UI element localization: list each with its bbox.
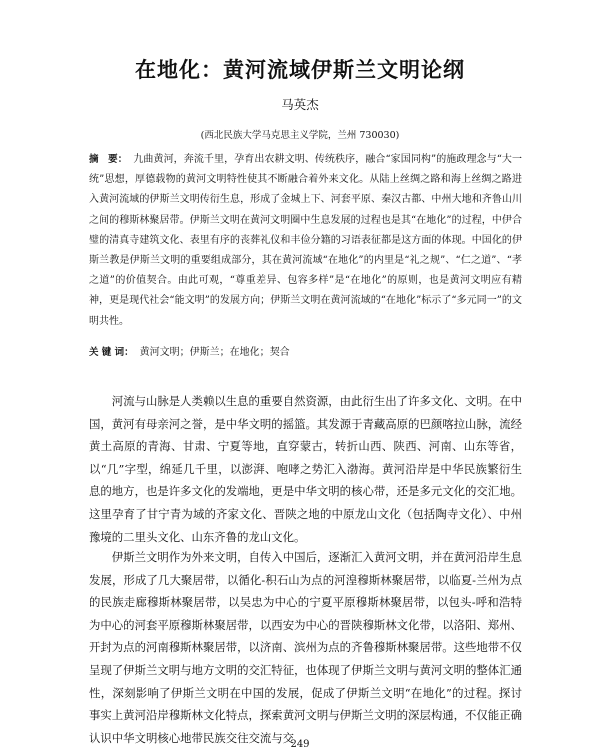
abstract [89, 150, 522, 332]
keywords [89, 345, 522, 361]
body-paragraph: 河流与山脉是人类赖以生息的重要自然资源，由此衍生出了许多文化、文明。在中国，黄河有母亲河之誉，是中华文明的摇篮。其发源于青藏高原的巴颜喀拉山脉，流经黄土高原的青海、甘肃、宁夏等地，直穿蒙古，转折山西、陕西、河南、山东等省，以“几”字型，绵延几千里，以澎湃、咆哮之势汇入渤海。黄河沿岸是中华民族繁衍生息的地方，也是许多文化的发端地，更是中华文明的核心带，还是多元文化的交汇地。这里孕育了甘宁青为域的齐家文化、晋陕之地的中原龙山文化（包括陶寺文化）、中州豫境的二里头文化、山东齐鲁的龙山文化。 [89, 394, 522, 544]
keywords-label: 关 键 词： [89, 347, 134, 358]
author-affiliation: (西北民族大学马克思主义学院，兰州 730030) [200, 130, 400, 141]
body-paragraph: 伊斯兰文明作为外来文明，自传入中国后，逐渐汇入黄河文明，并在黄河沿岸生息发展，形成了几大聚居带，以循化-积石山为点的河湟穆斯林聚居带，以临夏-兰州为点的民族走廊穆斯林聚居带，以吴忠为中心的宁夏平原穆斯林聚居带，以包头-呼和浩特为中心的河套平原穆斯林聚居带，以西安为中心的晋陕穆斯林文化带，以洛阳、郑州、开封为点的河南穆斯林聚居带，以济南、滨州为点的齐鲁穆斯林聚居带。这些地带不仅呈现了伊斯兰文明与地方文明的交汇特征，也体现了伊斯兰文明与黄河文明的整体汇通性，深刻影响了伊斯兰文明在中国的发展，促成了伊斯兰文明“在地化”的过程。探讨事实上黄河沿岸穆斯林文化特点，探索黄河文明与伊斯兰文明的深层构通，不仅能正确认识中华文明核心地带民族交往交流与交 [89, 550, 522, 745]
article-title: 在地化：黄河流域伊斯兰文明论纲 [135, 58, 465, 82]
article-author: 马英杰 [281, 97, 319, 112]
keywords-text: 黄河文明；伊斯兰；在地化；契合 [139, 347, 290, 358]
abstract-label: 摘 要： [89, 154, 128, 165]
abstract-text: 九曲黄河，奔流千里，孕育出农耕文明、传统秩序，融合“家国同构”的施政理念与“大一统”思想，厚德载物的黄河文明特性使其不断融合着外来文化。从陆上丝绸之路和海上丝绸之路进入黄河流域的伊斯兰文明传衍生息，形成了金城上下、河套平原、秦汉古都、中州大地和齐鲁山川之间的穆斯林聚居带。伊斯兰文明在黄河文明圈中生息发展的过程也是其“在地化”的过程，中伊合璧的清真寺建筑文化、表里有序的丧葬礼仪和丰俭分籍的习语表征都是这方面的体现。中国化的伊斯兰教是伊斯兰文明的重要组成部分，其在黄河流域“在地化”的内里是“礼之规”、“仁之道”、“孝之道”的价值契合。由此可观，“尊重差异、包容多样”是“在地化”的原则，也是黄河文明应有精神，更是现代社会“能文明”的发展方向；伊斯兰文明在黄河流域的“在地化”标示了“多元同一”的文明共性。 [89, 154, 522, 327]
page-number: 249 [290, 739, 310, 750]
